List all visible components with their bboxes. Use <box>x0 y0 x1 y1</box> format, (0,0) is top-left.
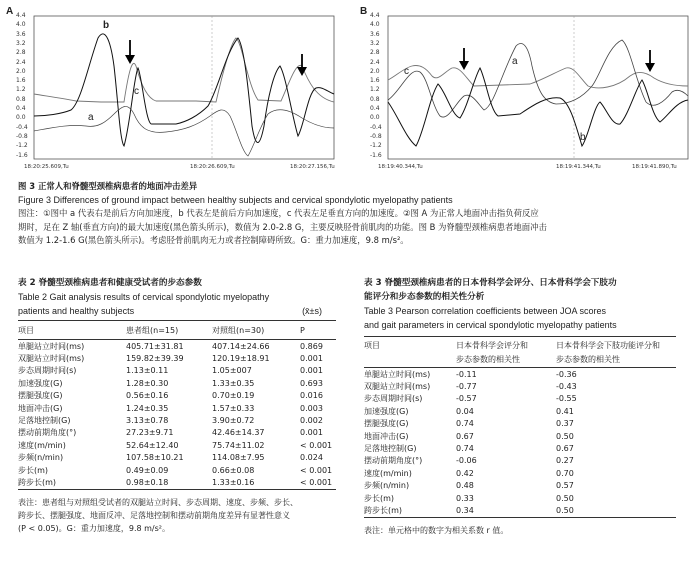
table-2-title-en: Table 2 Gait analysis results of cervical spondylotic myelopathy <box>18 292 270 302</box>
table-row <box>18 476 336 489</box>
table-cell: -0.36 <box>556 369 577 379</box>
table-row <box>18 365 336 377</box>
column-header: P <box>300 325 305 335</box>
y-tick-label: 3.2 <box>16 39 26 47</box>
table-3-title-en: Table 3 Pearson correlation coefficients between JOA scores <box>364 306 606 316</box>
table-cell: 步长(m) <box>364 493 395 503</box>
y-tick-label: 3.2 <box>370 39 380 47</box>
table-row <box>18 464 336 476</box>
column-header: 步态参数的相关性 <box>556 354 620 364</box>
table-cell: 0.002 <box>300 416 323 426</box>
y-tick-label: -1.2 <box>370 142 382 150</box>
table-cell: 120.19±18.91 <box>212 354 270 364</box>
table-3 <box>364 336 676 518</box>
table-cell: 0.024 <box>300 453 323 463</box>
curve-label-a: a <box>512 56 518 67</box>
y-tick-label: -1.6 <box>16 151 28 159</box>
table-2-note-line: 跨步长、摆腿强度、地面反冲、足落地控制和摆动前期角度差异有显著性意义 <box>18 510 290 520</box>
panel-letter-a: A <box>6 6 14 17</box>
figure-note-line: 期时，足在 Z 轴(垂直方向)的最大加速度(黑色箭头所示)，数值为 2.0-2.8 G，主要反映胫骨前肌肉的功能。图 B 为脊髓型颈椎病患者地面冲击 <box>18 221 547 232</box>
table-2 <box>18 320 336 490</box>
column-header: 日本骨科学会评分和 <box>456 341 528 350</box>
y-tick-label: 4.0 <box>16 21 26 29</box>
y-tick-label: 3.6 <box>370 30 380 38</box>
table-cell: < 0.001 <box>300 440 333 450</box>
y-tick-label: 0.4 <box>16 105 26 112</box>
y-tick-label: 0.8 <box>16 95 26 103</box>
table-row <box>364 480 676 492</box>
table-cell: 步频(n/min) <box>18 453 64 463</box>
table-cell: 407.14±24.66 <box>212 341 270 351</box>
column-header: 项目 <box>364 341 380 350</box>
table-cell: -0.43 <box>556 382 577 392</box>
table-cell: 0.27 <box>556 456 574 466</box>
column-header: 对照组(n=30) <box>212 325 265 335</box>
table-row <box>364 504 676 517</box>
table-row <box>364 405 676 417</box>
table-cell: 速度(m/min) <box>364 468 412 478</box>
table-cell: 0.70 <box>556 468 574 478</box>
table-cell: 1.13±0.11 <box>126 366 169 376</box>
table-cell: 摆动前期角度(°) <box>364 456 423 466</box>
curve-label-c: c <box>404 66 409 77</box>
y-tick-label: -0.4 <box>370 123 382 131</box>
table-2-unit: (x̄±s) <box>302 306 322 316</box>
table-cell: 1.05±007 <box>212 366 252 376</box>
table-cell: 0.016 <box>300 391 323 401</box>
table-cell: 0.04 <box>456 406 474 416</box>
table-cell: -0.77 <box>456 382 477 392</box>
table-cell: 地面冲击(G) <box>364 431 409 441</box>
table-cell: -0.06 <box>456 456 477 466</box>
curve-label-a: a <box>88 112 94 123</box>
curve-label-b: b <box>580 132 586 143</box>
table-cell: 摆腿强度(G) <box>18 391 63 401</box>
table-cell: 0.67 <box>456 431 474 441</box>
figure-note-line: 图注：①图中 a 代表右是前后方向加速度，b 代表左是前后方向加速度，c 代表左足垂直方向的加速度。②图 A 为正常人地面冲击指负荷反应 <box>18 208 539 218</box>
table-2-title-en <box>18 304 336 318</box>
table-cell: 0.001 <box>300 428 323 438</box>
table-cell: < 0.001 <box>300 477 333 487</box>
table-cell: 0.67 <box>556 444 574 454</box>
table-cell: 速度(m/min) <box>18 440 66 450</box>
table-cell: 0.57 <box>556 481 574 491</box>
y-tick-label: -0.8 <box>16 132 28 140</box>
y-tick-label: 1.2 <box>16 86 26 94</box>
table-cell: 步长(m) <box>18 465 49 475</box>
table-3-block <box>364 276 690 537</box>
table-cell: 75.74±11.02 <box>212 440 265 450</box>
table-row <box>18 390 336 402</box>
y-tick-label: 2.8 <box>370 49 380 57</box>
table-2-note <box>18 496 336 535</box>
table-2-note-line: (P < 0.05)。G：重力加速度，9.8 m/s²。 <box>18 523 170 533</box>
table-row <box>364 455 676 467</box>
y-tick-label: 2.8 <box>16 49 26 57</box>
figure-note-line: 数值为 1.2-1.6 G(黑色箭头所示)。考虑胫骨前肌肉无力或者控制障碍所致。G：重力加速度，9.8 m/s²。 <box>18 235 409 245</box>
y-tick-label: 2.0 <box>16 67 26 75</box>
table-cell: 0.50 <box>556 431 574 441</box>
table-row <box>364 418 676 430</box>
table-cell: 0.869 <box>300 341 323 351</box>
table-cell: 步态周期时间(s) <box>364 394 423 404</box>
table-2-title-en-line2: patients and healthy subjects <box>18 306 135 316</box>
y-tick-label: 2.4 <box>16 58 26 66</box>
y-tick-label: 2.0 <box>370 67 380 75</box>
table-row <box>18 352 336 364</box>
table-3-title-en: and gait parameters in cervical spondylotic myelopathy patients <box>364 320 617 330</box>
table-cell: < 0.001 <box>300 465 333 475</box>
column-header: 患者组(n=15) <box>126 325 179 335</box>
table-cell: 0.56±0.16 <box>126 391 169 401</box>
column-header: 日本骨科学会下肢功能评分和 <box>556 341 660 350</box>
table-row <box>364 492 676 504</box>
table-cell: 步态周期时间(s) <box>18 366 77 376</box>
y-tick-label: 4.0 <box>370 21 380 29</box>
table-cell: 0.49±0.09 <box>126 465 169 475</box>
table-cell: 步频(n/min) <box>364 481 410 491</box>
table-row <box>18 402 336 414</box>
table-cell: 跨步长(m) <box>364 505 403 515</box>
table-row <box>18 439 336 451</box>
table-row <box>18 414 336 426</box>
table-cell: 加速强度(G) <box>364 406 409 416</box>
column-header <box>364 351 456 368</box>
figure-title-zh: 图 3 正常人和脊髓型颈椎病患者的地面冲击差异 <box>18 181 198 191</box>
y-tick-label: 4.4 <box>370 12 380 19</box>
y-tick-label: -1.2 <box>16 142 28 150</box>
table-cell: 摆腿强度(G) <box>364 419 409 429</box>
table-3-title-zh: 表 3 脊髓型颈椎病患者的日本骨科学会评分、日本骨科学会下肢功 <box>364 278 617 288</box>
y-tick-label: 0.8 <box>370 95 380 103</box>
table-cell: 42.46±14.37 <box>212 428 265 438</box>
table-cell: 0.693 <box>300 378 323 388</box>
figure-panel-a <box>6 6 336 176</box>
curve-label-c: c <box>134 86 139 97</box>
column-header: 步态参数的相关性 <box>456 354 520 364</box>
table-3-title-zh: 能评分和步态参数的相关性分析 <box>364 292 485 302</box>
y-tick-label: 4.4 <box>16 12 26 19</box>
table-cell: 0.70±0.19 <box>212 391 255 401</box>
table-cell: 双腿站立时间(ms) <box>18 354 85 364</box>
table-cell: 0.74 <box>456 419 474 429</box>
table-cell: 159.82±39.39 <box>126 354 184 364</box>
table-cell: 0.50 <box>556 493 574 503</box>
table-cell: 0.98±0.18 <box>126 477 169 487</box>
table-row <box>18 452 336 464</box>
y-tick-label: 1.6 <box>16 77 26 85</box>
panel-letter-b: B <box>360 6 368 17</box>
y-tick-label: 0.0 <box>370 114 380 122</box>
table-cell: 0.33 <box>456 493 474 503</box>
y-tick-label: -0.8 <box>370 132 382 140</box>
column-header: 项目 <box>18 325 34 335</box>
table-cell: 加速强度(G) <box>18 378 63 388</box>
y-tick-label: 0.4 <box>370 105 380 112</box>
x-tick-label: 18:20:26.609,Tu <box>190 164 235 170</box>
table-cell: 27.23±9.71 <box>126 428 174 438</box>
table-cell: 0.37 <box>556 419 574 429</box>
table-row <box>364 467 676 479</box>
y-tick-label: -0.4 <box>16 123 28 131</box>
table-cell: 3.90±0.72 <box>212 416 255 426</box>
figure-caption <box>18 180 688 248</box>
table-cell: 52.64±12.40 <box>126 440 179 450</box>
table-cell: 双腿站立时间(ms) <box>364 382 431 392</box>
table-cell: 跨步长(m) <box>18 477 57 487</box>
table-2-title-zh: 表 2 脊髓型颈椎病患者和健康受试者的步态参数 <box>18 278 202 288</box>
table-cell: 足落地控制(G) <box>364 444 417 454</box>
table-row <box>364 380 676 392</box>
table-cell: 1.33±0.35 <box>212 378 255 388</box>
table-2-block <box>18 276 336 535</box>
table-cell: 1.28±0.30 <box>126 378 169 388</box>
x-tick-label: 18:19:41.344,Tu <box>556 164 601 170</box>
table-cell: 405.71±31.81 <box>126 341 184 351</box>
x-tick-label: 18:20:27.156,Tu <box>290 164 335 170</box>
table-row <box>18 340 336 353</box>
x-tick-label: 18:20:25.609,Tu <box>24 164 69 170</box>
table-cell: 0.66±0.08 <box>212 465 255 475</box>
figure-panel-b <box>360 6 690 176</box>
table-cell: 1.24±0.35 <box>126 403 169 413</box>
table-cell: 0.001 <box>300 354 323 364</box>
table-cell: 114.08±7.95 <box>212 453 265 463</box>
table-3-note: 表注：单元格中的数字为相关系数 r 值。 <box>364 525 509 535</box>
table-cell: 1.33±0.16 <box>212 477 255 487</box>
table-row <box>364 368 676 381</box>
figure-title-en: Figure 3 Differences of ground impact between healthy subjects and cervical spondylotic myelopathy patients <box>18 194 453 205</box>
y-tick-label: 1.6 <box>370 77 380 85</box>
table-cell: 0.50 <box>556 505 574 515</box>
table-row <box>18 427 336 439</box>
table-cell: 0.003 <box>300 403 323 413</box>
table-cell: 107.58±10.21 <box>126 453 184 463</box>
table-cell: -0.55 <box>556 394 577 404</box>
y-tick-label: 3.6 <box>16 30 26 38</box>
x-tick-label: 18:19:41.890,Tu <box>632 164 677 170</box>
y-tick-label: 2.4 <box>370 58 380 66</box>
table-cell: 3.13±0.78 <box>126 416 169 426</box>
table-cell: -0.57 <box>456 394 477 404</box>
table-cell: 0.48 <box>456 481 474 491</box>
table-cell: 0.001 <box>300 366 323 376</box>
table-cell: 0.74 <box>456 444 474 454</box>
table-2-note-line: 表注：患者组与对照组受试者的双腿站立时间、步态周期、速度、步频、步长、 <box>18 497 298 507</box>
table-cell: 0.42 <box>456 468 474 478</box>
y-tick-label: -1.6 <box>370 151 382 159</box>
table-cell: 摆动前期角度(°) <box>18 428 77 438</box>
table-row <box>364 430 676 442</box>
table-cell: 0.34 <box>456 505 474 515</box>
table-cell: 地面冲击(G) <box>18 403 63 413</box>
x-tick-label: 18:19:40.344,Tu <box>378 164 423 170</box>
table-cell: -0.11 <box>456 369 477 379</box>
curve-label-b: b <box>103 20 110 31</box>
table-row <box>364 393 676 405</box>
table-cell: 单腿站立时间(ms) <box>364 369 431 379</box>
panel-a-plot <box>6 6 336 176</box>
table-row <box>364 442 676 454</box>
y-tick-label: 1.2 <box>370 86 380 94</box>
table-cell: 1.57±0.33 <box>212 403 255 413</box>
y-tick-label: 0.0 <box>16 114 26 122</box>
table-cell: 足落地控制(G) <box>18 416 71 426</box>
table-row <box>18 377 336 389</box>
panel-b-plot <box>360 6 690 176</box>
table-cell: 单腿站立时间(ms) <box>18 341 85 351</box>
table-cell: 0.41 <box>556 406 574 416</box>
